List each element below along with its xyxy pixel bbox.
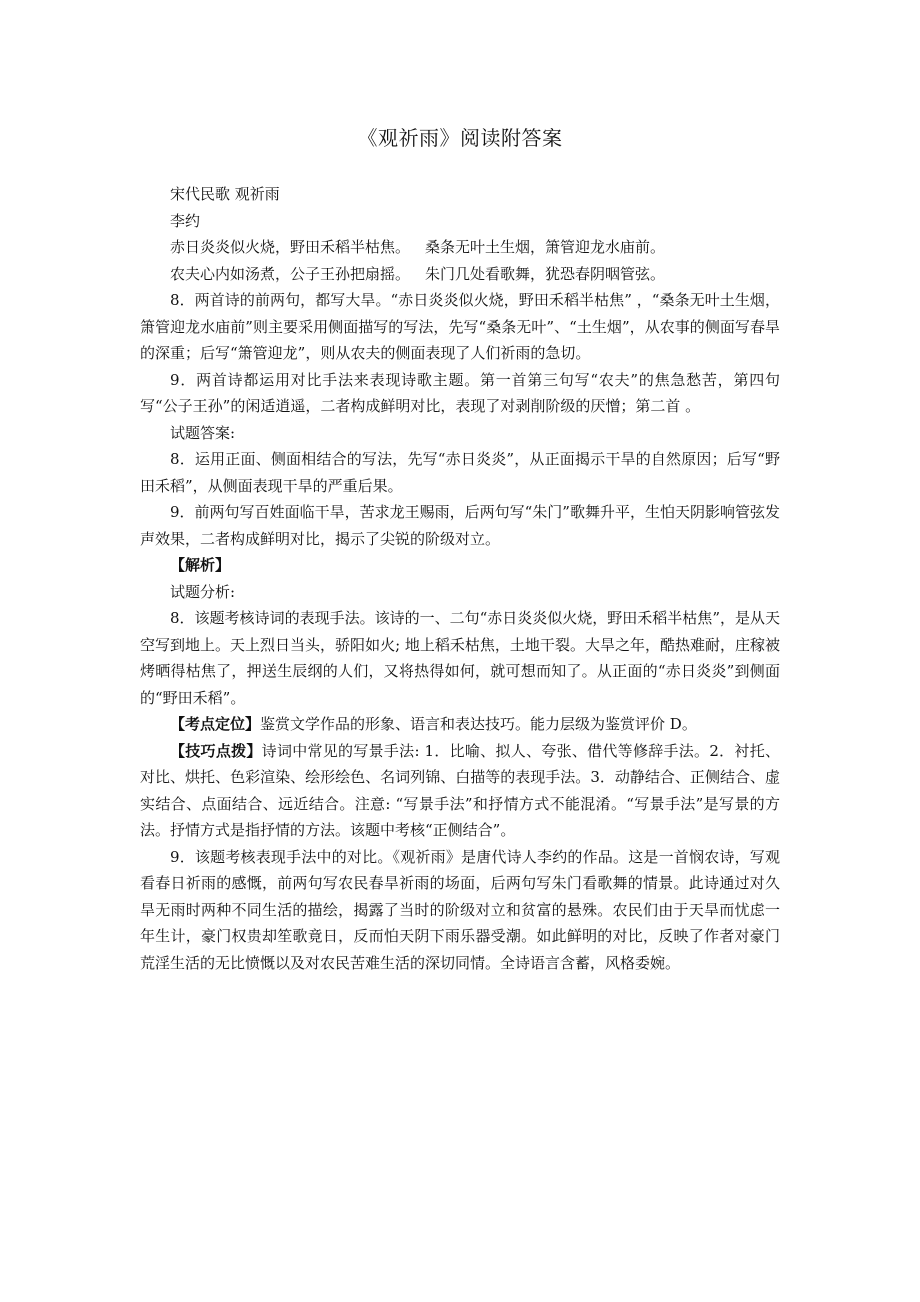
- jiqiao-text: 诗词中常见的写景手法: 1．比喻、拟人、夸张、借代等修辞手法。2．衬托、对比、烘托、色彩渲染、绘形绘色、名词列锦、白描等的表现手法。3．动静结合、正侧结合、虚实结合、点面结合、远近结合。注意: “写景手法”和抒情方式不能混淆。“写景手法”是写景的方法。抒情方式是指抒情的方法。该题中考核“正侧结合”。: [140, 741, 780, 839]
- answer-8: 8．运用正面、侧面相结合的写法，先写“赤日炎炎”，从正面揭示干旱的自然原因；后写“野田禾稻”，从侧面表现干旱的严重后果。: [140, 450, 780, 495]
- poem-line-1: [140, 234, 780, 261]
- answer-9: 9．前两句写百姓面临干旱，苦求龙王赐雨，后两句写“朱门”歌舞升平，生怕天阴影响管弦发声效果，二者构成鲜明对比，揭示了尖锐的阶级对立。: [140, 503, 780, 548]
- kaodian-label: 【考点定位】: [170, 715, 261, 733]
- jiqiao-paragraph: [140, 738, 780, 844]
- poem-line-2-second: 朱门几处看歌舞，犹恐春阴咽管弦。: [425, 264, 666, 283]
- poem-line-2-first: 农夫心内如汤煮，公子王孙把扇摇。: [170, 264, 411, 283]
- page-title: 《观祈雨》阅读附答案: [357, 126, 563, 150]
- question-9: 9．两首诗都运用对比手法来表现诗歌主题。第一首第三句写“农夫”的焦急愁苦，第四句写“公子王孙”的闲适逍遥，二者构成鲜明对比，表现了对剥削阶级的厌憎；第二首 。: [140, 370, 780, 415]
- kaodian-paragraph: [140, 711, 780, 738]
- jiqiao-label: 【技巧点拨】: [170, 741, 262, 760]
- poem-line-2: [140, 261, 780, 288]
- document-body: [140, 181, 780, 976]
- poem1-header: 宋代民歌 观祈雨: [170, 185, 280, 203]
- question-8: 8．两首诗的前两句，都写大旱。“赤日炎炎似火烧，野田禾稻半枯焦” ，“桑条无叶土生烟，箫管迎龙水庙前”则主要采用侧面描写的写法，先写“桑条无叶”、“土生烟”，从农事的侧面写春旱的深重；后写“箫管迎龙”，则从农夫的侧面表现了人们祈雨的急切。: [140, 291, 780, 362]
- analysis-mark: 【解析】: [170, 556, 231, 574]
- analysis-label: 试题分析:: [170, 582, 236, 601]
- answers-label: 试题答案:: [170, 423, 236, 442]
- poem2-author: 李约: [170, 211, 201, 230]
- poem-line-1-second: 桑条无叶土生烟，箫管迎龙水庙前。: [425, 238, 666, 256]
- kaodian-text: 鉴赏文学作品的形象、语言和表达技巧。能力层级为鉴赏评价 D。: [260, 715, 697, 733]
- explanation-9: 9．该题考核表现手法中的对比。《观祈雨》是唐代诗人李约的作品。这是一首悯农诗，写观看春日祈雨的感慨，前两句写农民春旱祈雨的场面，后两句写朱门看歌舞的情景。此诗通过对久旱无雨时两种不同生活的描绘，揭露了当时的阶级对立和贫富的悬殊。农民们由于天旱而忧虑一年生计，豪门权贵却笙歌竟日，反而怕天阴下雨乐器受潮。如此鲜明的对比，反映了作者对豪门荒淫生活的无比愤慨以及对农民苦难生活的深切同情。全诗语言含蓄，风格委婉。: [140, 847, 780, 972]
- poem-line-1-first: 赤日炎炎似火烧，野田禾稻半枯焦。: [170, 238, 411, 256]
- explanation-8: 8．该题考核诗词的表现手法。该诗的一、二句“赤日炎炎似火烧，野田禾稻半枯焦”，是从天空写到地上。天上烈日当头，骄阳如火; 地上稻禾枯焦，土地干裂。大旱之年，酷热难耐，庄稼被烤晒得枯焦了，押送生辰纲的人们，又将热得如何，就可想而知了。从正面的“赤日炎炎”到侧面的“野田禾稻”。: [140, 609, 780, 707]
